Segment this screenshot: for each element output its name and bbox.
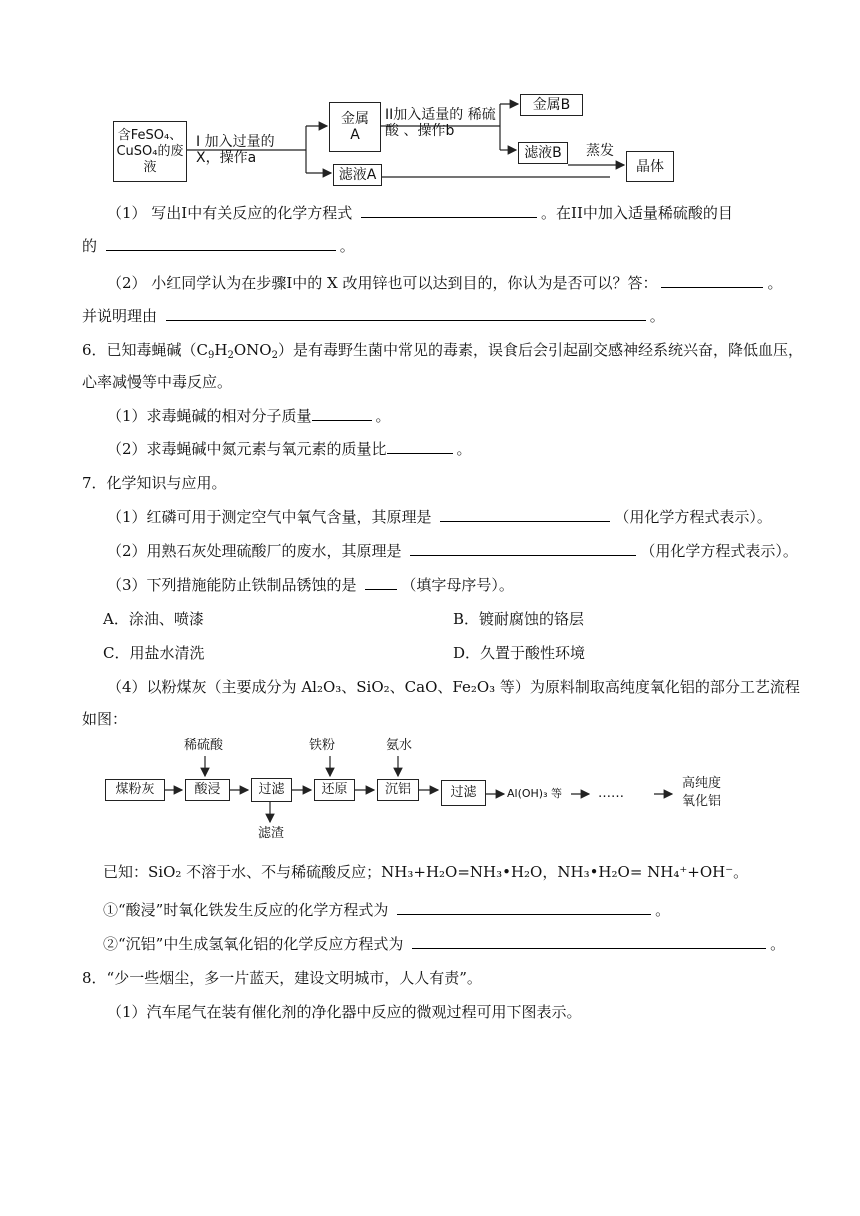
period: 。 — [339, 237, 355, 255]
metal-b-label: 金属B — [532, 97, 571, 113]
q6-line2: 心率减慢等中毒反应。 — [82, 373, 233, 391]
waste-liquid-label: 含FeSO₄、CuSO₄的废液 — [116, 127, 184, 175]
filter1-label: 过滤 — [258, 782, 285, 797]
step2-label: II加入适量的 稀硫酸 、操作b — [385, 107, 496, 139]
filter2-label: 过滤 — [450, 785, 477, 800]
q7-option-b[interactable]: B．镀耐腐蚀的铬层 — [453, 610, 585, 628]
evaporate-label: 蒸发 — [586, 143, 614, 159]
q7-part1-text: （1）红磷可用于测定空气中氧气含量，其原理是 — [107, 508, 432, 526]
acid-leach-label: 酸浸 — [194, 782, 221, 797]
residue-label: 滤渣 — [258, 826, 285, 841]
coal-ash-box — [105, 779, 165, 801]
acid-leach-box — [185, 779, 230, 801]
q7-step1-line — [103, 900, 670, 920]
q7-known-line: 已知：SiO₂ 不溶于水、不与稀硫酸反应；NH₃+H₂O=NH₃•H₂O，NH₃•H₂O= NH₄⁺+OH⁻。 — [103, 863, 749, 881]
filtrate-a-label: 滤液A — [338, 167, 377, 183]
q7-option-d[interactable]: D．久置于酸性环境 — [453, 644, 586, 662]
q8-title: 8．“少一些烟尘，多一片蓝天，建设文明城市，人人有责”。 — [82, 969, 482, 987]
q7-option-a[interactable]: A．涂油、喷漆 — [103, 610, 204, 628]
q6-line1: 6．已知毒蝇碱$(C_9H_2ONO_2)$是有毒野生菌中常见的毒素，误食后会引起副交感神经系统兴奋，降低血压， — [82, 341, 803, 361]
product-line2: 氧化铝 — [682, 794, 722, 809]
crystal-label: 晶体 — [636, 158, 664, 175]
sulfuric-acid-label: 稀硫酸 — [184, 738, 224, 753]
q7-option-c[interactable]: C．用盐水清洗 — [103, 644, 205, 662]
ellipsis-label: …… — [598, 786, 624, 801]
q7-part2-text-cont: （用化学方程式表示）。 — [640, 542, 798, 560]
q7-step2-text: ②“沉铝”中生成氢氧化铝的化学反应方程式为 — [103, 935, 404, 953]
period: 。 — [456, 440, 472, 458]
q5-part1-text-cont: 。在II中加入适量稀硫酸的目 — [541, 204, 733, 222]
q7-title: 7．化学知识与应用。 — [82, 474, 227, 492]
q7-step1-blank[interactable] — [397, 900, 651, 915]
period: 。 — [767, 274, 783, 292]
period: 。 — [770, 935, 786, 953]
step1-label: I 加入过量的 X，操作a — [196, 134, 275, 166]
iron-powder-label: 铁粉 — [309, 738, 336, 753]
reduction-box — [314, 779, 355, 801]
q6-part1-text: （1）求毒蝇碱的相对分子质量 — [107, 407, 312, 425]
metal-a-label: 金属 A — [341, 111, 369, 143]
q7-step2-blank[interactable] — [412, 934, 766, 949]
q7-step1-text: ①“酸浸”时氧化铁发生反应的化学方程式为 — [103, 901, 389, 919]
filtrate-b-label: 滤液B — [524, 145, 562, 161]
reduction-label: 还原 — [321, 782, 348, 797]
q7-part3-text: （3）下列措施能防止铁制品锈蚀的是 — [107, 576, 357, 594]
q5-part2-text: （2） 小红同学认为在步骤I中的 X 改用锌也可以达到目的，你认为是否可以？答： — [107, 274, 658, 292]
ammonia-label: 氨水 — [386, 738, 413, 753]
q5-part2-reason-text: 并说明理由 — [82, 307, 158, 325]
period: 。 — [655, 901, 671, 919]
q7-part4-line1: （4）以粉煤灰（主要成分为 Al₂O₃、SiO₂、CaO、Fe₂O₃ 等）为原料制取高纯度氧化铝的部分工艺流程 — [107, 678, 800, 696]
aloh3-label: Al(OH)₃ 等 — [507, 787, 562, 800]
precipitation-box — [377, 779, 419, 801]
q7-part1-text-cont: （用化学方程式表示）。 — [614, 508, 772, 526]
period: 。 — [649, 307, 665, 325]
q7-part3-text-cont: （填字母序号）。 — [401, 576, 514, 594]
q6-text-b: ）是有毒野生菌中常见的毒素，误食后会引起副交感神经系统兴奋，降低血压， — [277, 341, 803, 359]
q7-part4-line2: 如图： — [82, 710, 128, 728]
q5-part1-text: （1） 写出I中有关反应的化学方程式 — [107, 204, 353, 222]
q7-step2-line — [103, 934, 785, 954]
filter1-box — [251, 778, 292, 802]
q8-part1-line: （1）汽车尾气在装有催化剂的净化器中反应的微观过程可用下图表示。 — [107, 1003, 582, 1021]
q5-part1-purpose-text: 的 — [82, 237, 98, 255]
q6-part2-text: （2）求毒蝇碱中氮元素与氧元素的质量比 — [107, 440, 387, 458]
product-line1: 高纯度 — [682, 776, 722, 791]
q6-text-a: 6．已知毒蝇碱（C — [82, 341, 209, 359]
coal-ash-label: 煤粉灰 — [115, 782, 155, 797]
q7-part2-text: （2）用熟石灰处理硫酸厂的废水，其原理是 — [107, 542, 402, 560]
filter2-box — [441, 780, 486, 806]
precipitation-label: 沉铝 — [384, 782, 411, 797]
period: 。 — [375, 407, 391, 425]
